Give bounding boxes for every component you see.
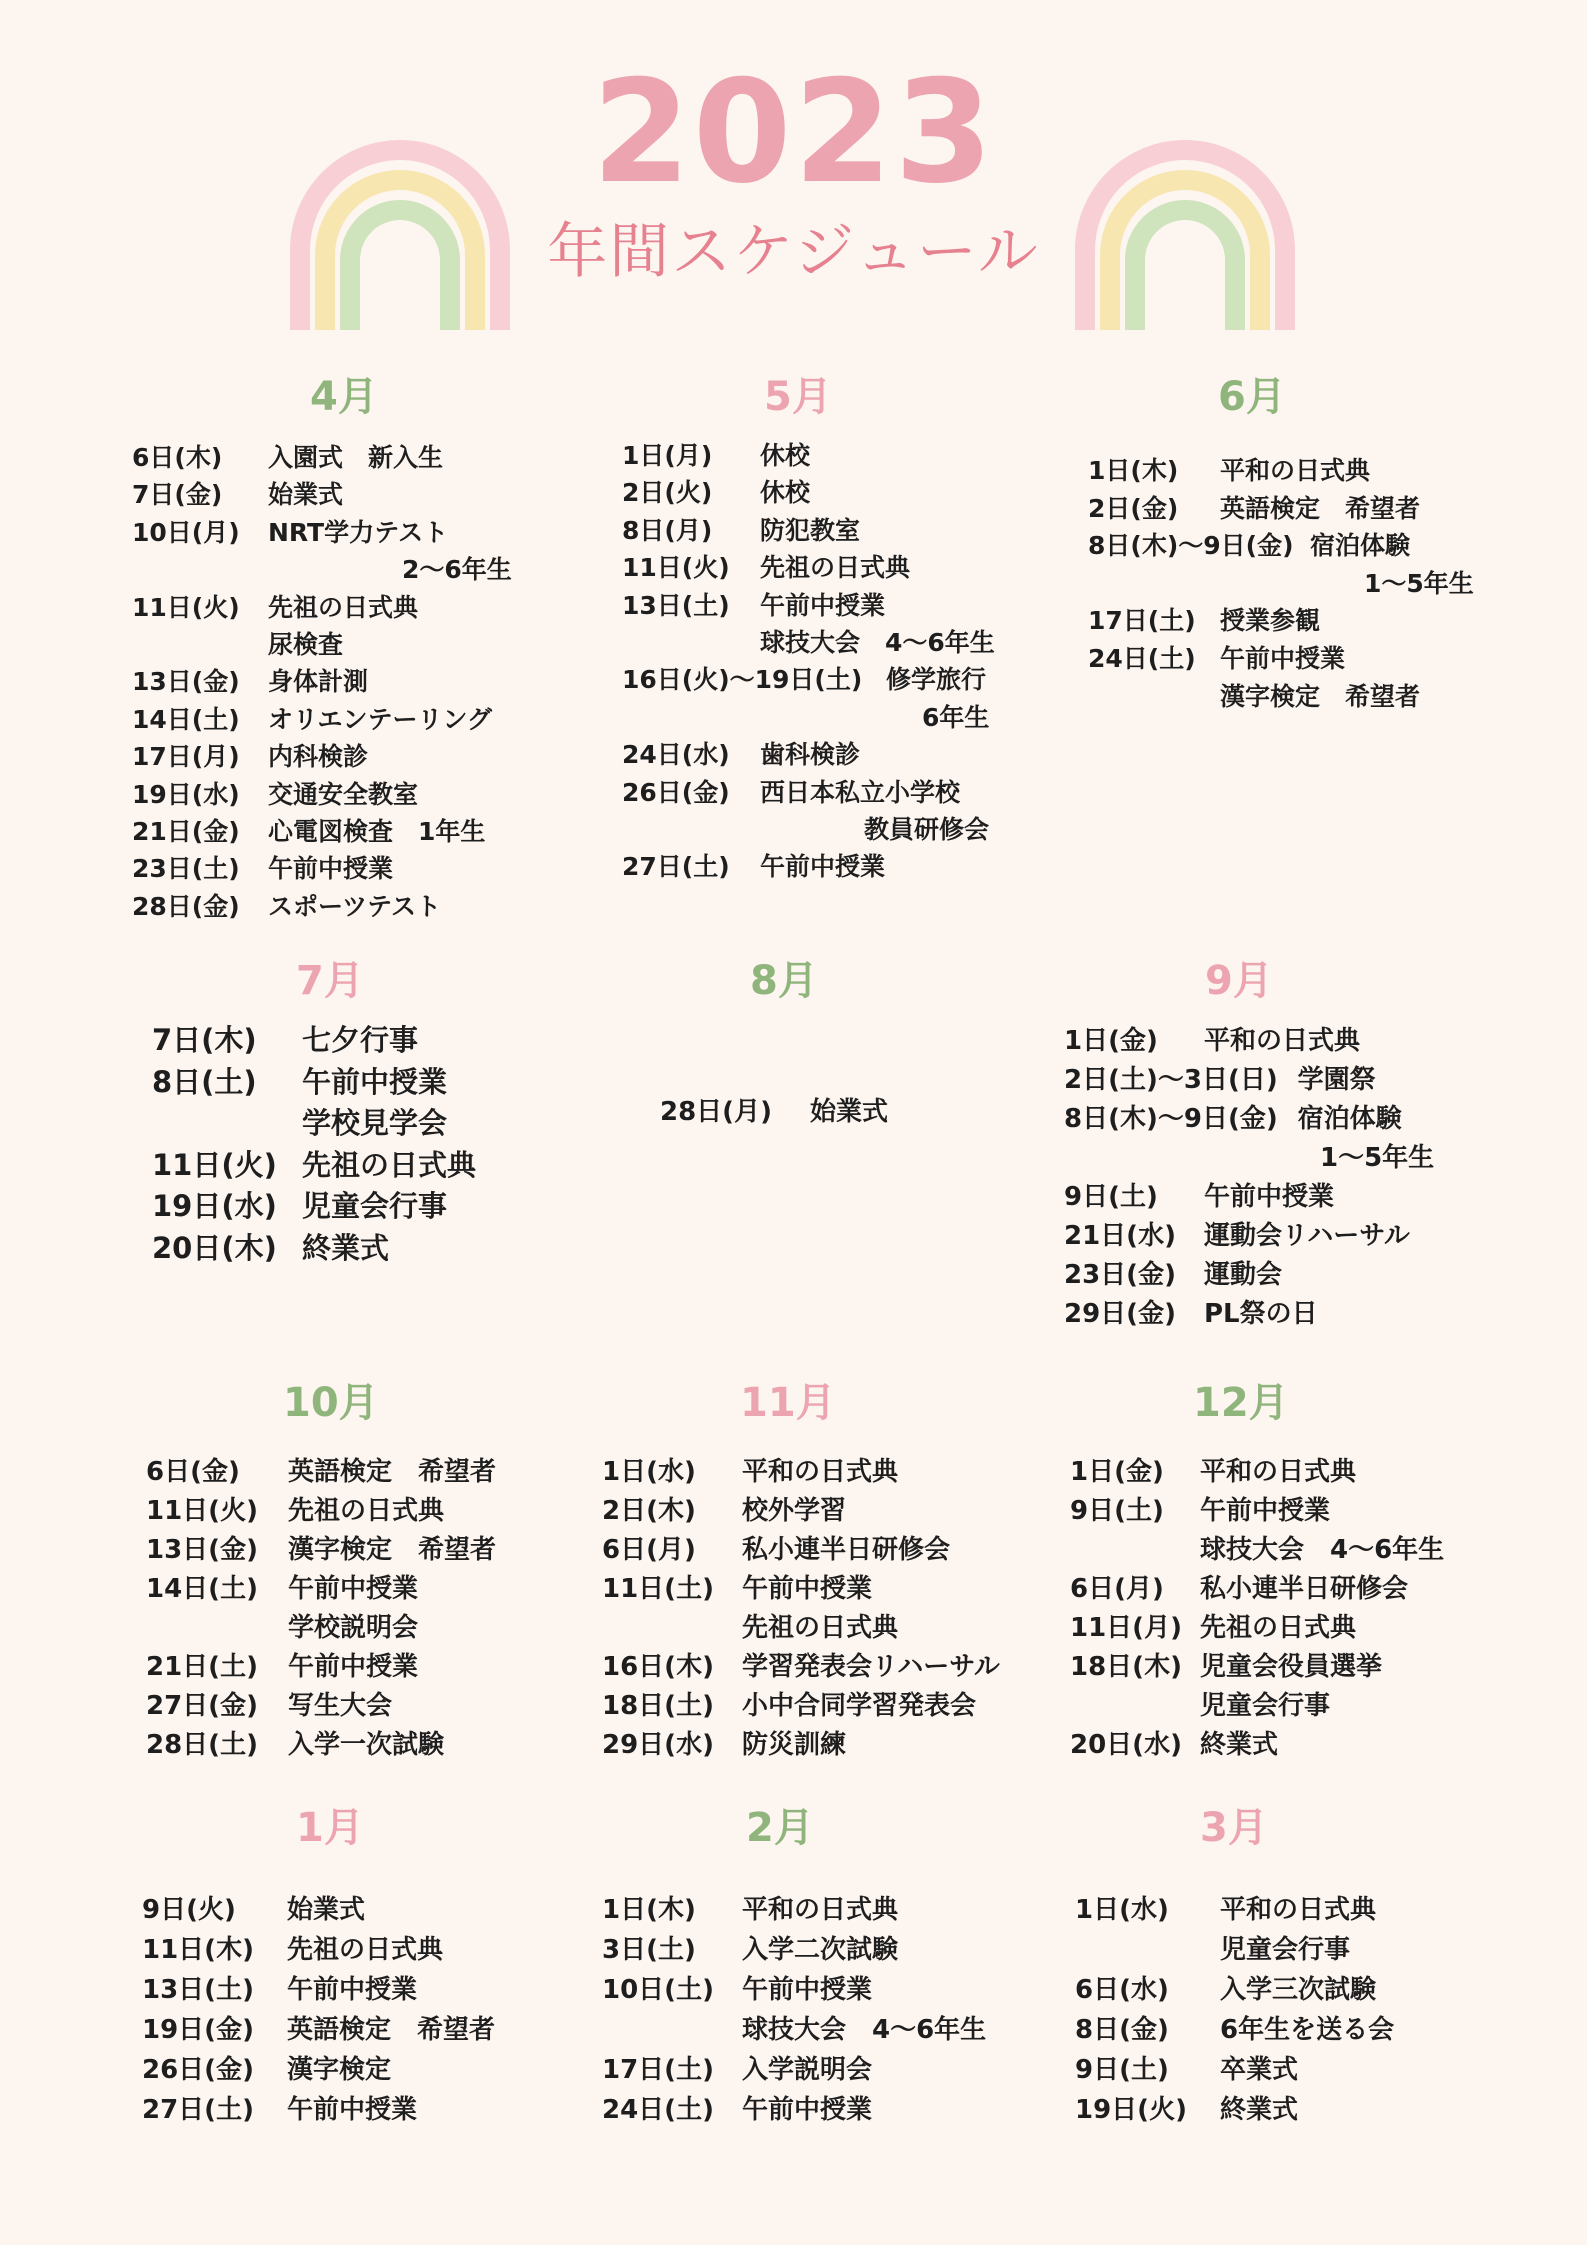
event-text: 先祖の日式典 — [268, 592, 419, 622]
event-date: 1日(金) — [1064, 1026, 1158, 1056]
event-date: 6日(月) — [602, 1535, 696, 1565]
event-date: 3日(土) — [602, 1935, 696, 1965]
event-date: 9日(土) — [1075, 2055, 1169, 2085]
event-subtext: 先祖の日式典 — [742, 1613, 899, 1643]
event-text: 平和の日式典 — [1204, 1026, 1361, 1056]
event-text: 歯科検診 — [760, 740, 861, 770]
event-date: 28日(金) — [132, 891, 240, 921]
event-text: 休校 — [760, 441, 811, 470]
event-date: 8日(月) — [622, 515, 713, 545]
month-title-m6: 6月 — [1218, 374, 1286, 420]
event-text: 小中合同学習発表会 — [742, 1691, 977, 1721]
event-date: 6日(水) — [1075, 1975, 1169, 2005]
event-subtext: 6年生 — [922, 702, 990, 732]
event-date: 2日(木) — [602, 1496, 696, 1526]
event-text: スポーツテスト — [268, 891, 442, 921]
event-text: 内科検診 — [268, 742, 369, 772]
event-date: 19日(水) — [132, 779, 240, 809]
event-text: NRT学力テスト — [268, 517, 449, 547]
event-date: 7日(木) — [152, 1023, 257, 1057]
event-date: 11日(火) — [146, 1496, 258, 1526]
event-date: 2日(土)〜3日(日) — [1064, 1065, 1278, 1095]
event-text: 始業式 — [268, 480, 344, 510]
event-date: 9日(土) — [1064, 1182, 1158, 1212]
event-text: 午前中授業 — [1200, 1496, 1331, 1526]
event-date: 13日(金) — [146, 1535, 258, 1565]
event-text: 午前中授業 — [1204, 1182, 1335, 1212]
event-text: 運動会 — [1204, 1260, 1283, 1290]
event-date: 17日(月) — [132, 742, 240, 772]
event-date: 11日(土) — [602, 1574, 714, 1604]
event-date: 20日(水) — [1070, 1730, 1182, 1760]
event-text: オリエンテーリング — [268, 704, 493, 734]
event-subtext: 球技大会 4〜6年生 — [742, 2015, 987, 2045]
event-text: 入学説明会 — [742, 2055, 873, 2085]
event-date: 10日(月) — [132, 517, 240, 547]
event-text: 七夕行事 — [302, 1023, 419, 1057]
event-text: 卒業式 — [1220, 2055, 1299, 2085]
event-text: 防犯教室 — [760, 515, 861, 545]
event-text: 午前中授業 — [742, 1975, 873, 2005]
event-text: 休校 — [760, 478, 811, 508]
event-date: 17日(土) — [1088, 606, 1196, 636]
event-subtext: 学校説明会 — [288, 1613, 419, 1643]
event-date: 6日(月) — [1070, 1574, 1164, 1604]
event-date: 8日(土) — [152, 1064, 257, 1099]
event-date: 18日(木) — [1070, 1652, 1182, 1682]
event-date: 16日(木) — [602, 1652, 714, 1682]
event-date: 29日(水) — [602, 1730, 714, 1760]
event-text: 児童会役員選挙 — [1200, 1652, 1383, 1682]
event-text: 先祖の日式典 — [288, 1496, 445, 1526]
event-date: 28日(土) — [146, 1730, 258, 1760]
event-date: 19日(金) — [142, 2015, 254, 2045]
event-text: 始業式 — [810, 1097, 889, 1127]
event-text: 午前中授業 — [268, 854, 394, 884]
event-date: 23日(金) — [1064, 1260, 1176, 1290]
event-text: 6年生を送る会 — [1220, 2015, 1395, 2045]
event-text: PL祭の日 — [1204, 1299, 1318, 1329]
event-text: 校外学習 — [742, 1496, 847, 1526]
event-date: 9日(火) — [142, 1895, 236, 1925]
event-text: 漢字検定 — [287, 2055, 392, 2085]
event-date: 9日(土) — [1070, 1496, 1164, 1526]
page-subtitle: 年間スケジュール — [547, 217, 1040, 287]
event-date: 11日(木) — [142, 1935, 254, 1965]
event-text: 英語検定 希望者 — [1220, 493, 1421, 523]
event-text: 終業式 — [1220, 2095, 1299, 2125]
event-text: 運動会リハーサル — [1204, 1221, 1410, 1251]
event-date: 27日(土) — [622, 852, 730, 882]
event-date: 26日(金) — [622, 777, 730, 807]
event-date: 11日(火) — [132, 592, 240, 622]
event-date: 19日(火) — [1075, 2095, 1187, 2125]
event-subtext: 学校見学会 — [302, 1106, 448, 1140]
month-title-m8: 8月 — [750, 958, 818, 1004]
event-date: 13日(土) — [622, 590, 730, 620]
event-text: 学園祭 — [1297, 1065, 1376, 1095]
event-text: 心電図検査 1年生 — [268, 817, 486, 846]
event-text: 先祖の日式典 — [287, 1935, 444, 1965]
event-date: 1日(月) — [622, 441, 713, 470]
event-date: 20日(木) — [152, 1230, 277, 1265]
event-text: 私小連半日研修会 — [1200, 1574, 1409, 1604]
event-text: 始業式 — [287, 1895, 366, 1925]
event-text: 午前中授業 — [742, 2095, 873, 2125]
event-subtext: 児童会行事 — [1200, 1691, 1331, 1721]
event-date: 2日(金) — [1088, 493, 1179, 523]
event-text: 平和の日式典 — [1200, 1457, 1357, 1487]
event-subtext: 2〜6年生 — [402, 555, 512, 585]
event-text: 英語検定 希望者 — [288, 1457, 497, 1487]
event-text: 午前中授業 — [302, 1064, 448, 1099]
event-text: 交通安全教室 — [268, 779, 419, 809]
event-date: 7日(金) — [132, 480, 223, 510]
month-title-m9: 9月 — [1205, 958, 1273, 1004]
event-date: 21日(土) — [146, 1652, 258, 1682]
event-subtext: 尿検査 — [268, 629, 344, 659]
month-title-m5: 5月 — [764, 374, 832, 420]
month-title-m12: 12月 — [1193, 1380, 1289, 1426]
page-header — [0, 0, 1587, 360]
event-text: 先祖の日式典 — [1200, 1613, 1357, 1643]
month-title-m11: 11月 — [740, 1380, 836, 1426]
month-title-m4: 4月 — [310, 374, 378, 420]
event-text: 午前中授業 — [288, 1652, 419, 1682]
event-date: 24日(水) — [622, 740, 730, 770]
event-subtext: 1〜5年生 — [1320, 1143, 1435, 1173]
event-date: 11日(火) — [152, 1147, 277, 1182]
event-date: 2日(火) — [622, 478, 713, 508]
event-date: 13日(土) — [142, 1975, 254, 2005]
event-text: 午前中授業 — [742, 1574, 873, 1604]
event-text: 平和の日式典 — [742, 1895, 899, 1925]
event-date: 1日(木) — [1088, 456, 1179, 485]
event-text: 午前中授業 — [760, 852, 886, 882]
event-text: 午前中授業 — [1220, 644, 1346, 673]
event-subtext: 漢字検定 希望者 — [1220, 681, 1421, 711]
event-text: 終業式 — [1200, 1730, 1279, 1760]
event-text: 授業参観 — [1220, 606, 1321, 636]
event-text: 西日本私立小学校 — [760, 777, 961, 807]
event-text: 私小連半日研修会 — [742, 1535, 951, 1565]
event-text: 入学三次試験 — [1220, 1975, 1377, 2005]
event-date: 29日(金) — [1064, 1299, 1176, 1329]
event-text: 英語検定 希望者 — [287, 2015, 496, 2045]
event-date: 8日(金) — [1075, 2015, 1169, 2045]
event-text: 宿泊体験 — [1310, 531, 1411, 561]
event-date: 1日(水) — [602, 1457, 696, 1487]
event-date: 14日(土) — [132, 704, 240, 734]
event-text: 先祖の日式典 — [302, 1147, 477, 1182]
event-date: 17日(土) — [602, 2055, 714, 2085]
event-date: 13日(金) — [132, 667, 240, 697]
event-text: 先祖の日式典 — [760, 553, 911, 583]
event-date: 6日(金) — [146, 1457, 240, 1487]
event-text: 修学旅行 — [886, 665, 987, 695]
event-text: 午前中授業 — [287, 2095, 418, 2125]
event-date: 28日(月) — [660, 1097, 772, 1127]
event-text: 午前中授業 — [760, 590, 886, 620]
event-date: 24日(土) — [602, 2095, 714, 2125]
event-text: 入園式 新入生 — [268, 443, 444, 472]
event-date: 24日(土) — [1088, 644, 1196, 673]
event-subtext: 1〜5年生 — [1364, 568, 1474, 598]
event-subtext: 教員研修会 — [864, 814, 990, 844]
event-date: 11日(月) — [1070, 1613, 1182, 1643]
event-text: 平和の日式典 — [1220, 456, 1371, 485]
event-date: 8日(木)〜9日(金) — [1088, 531, 1294, 561]
event-text: 宿泊体験 — [1297, 1104, 1402, 1134]
event-text: 入学二次試験 — [742, 1935, 899, 1965]
event-text: 身体計測 — [268, 667, 369, 697]
event-date: 19日(水) — [152, 1189, 277, 1223]
event-subtext: 球技大会 4〜6年生 — [760, 627, 995, 657]
month-title-m1: 1月 — [296, 1805, 364, 1851]
month-title-m7: 7月 — [296, 958, 364, 1004]
event-text: 学習発表会リハーサル — [742, 1652, 1000, 1682]
month-title-m10: 10月 — [283, 1380, 379, 1426]
event-text: 児童会行事 — [302, 1189, 448, 1223]
event-date: 10日(土) — [602, 1975, 714, 2005]
event-date: 1日(木) — [602, 1895, 696, 1925]
event-date: 27日(土) — [142, 2095, 254, 2125]
event-subtext: 球技大会 4〜6年生 — [1200, 1535, 1445, 1565]
page-title-year: 2023 — [591, 50, 996, 215]
event-text: 終業式 — [302, 1230, 390, 1265]
event-date: 23日(土) — [132, 854, 240, 884]
event-text: 漢字検定 希望者 — [288, 1535, 497, 1565]
event-text: 平和の日式典 — [742, 1457, 899, 1487]
month-title-m3: 3月 — [1200, 1805, 1268, 1851]
event-text: 午前中授業 — [287, 1975, 418, 2005]
event-date: 26日(金) — [142, 2055, 254, 2085]
event-date: 11日(火) — [622, 553, 730, 583]
event-date: 18日(土) — [602, 1691, 714, 1721]
event-date: 16日(火)〜19日(土) — [622, 665, 863, 695]
event-date: 8日(木)〜9日(金) — [1064, 1104, 1278, 1134]
event-date: 1日(水) — [1075, 1895, 1169, 1925]
event-date: 21日(金) — [132, 817, 240, 846]
event-subtext: 児童会行事 — [1220, 1935, 1351, 1965]
event-text: 防災訓練 — [742, 1730, 847, 1760]
event-text: 午前中授業 — [288, 1574, 419, 1604]
event-date: 27日(金) — [146, 1691, 258, 1721]
event-text: 写生大会 — [288, 1691, 393, 1721]
event-text: 入学一次試験 — [288, 1730, 445, 1760]
event-date: 6日(木) — [132, 443, 223, 472]
event-date: 14日(土) — [146, 1574, 258, 1604]
event-date: 21日(水) — [1064, 1221, 1176, 1251]
month-title-m2: 2月 — [746, 1805, 814, 1851]
event-text: 平和の日式典 — [1220, 1895, 1377, 1925]
event-date: 1日(金) — [1070, 1457, 1164, 1487]
